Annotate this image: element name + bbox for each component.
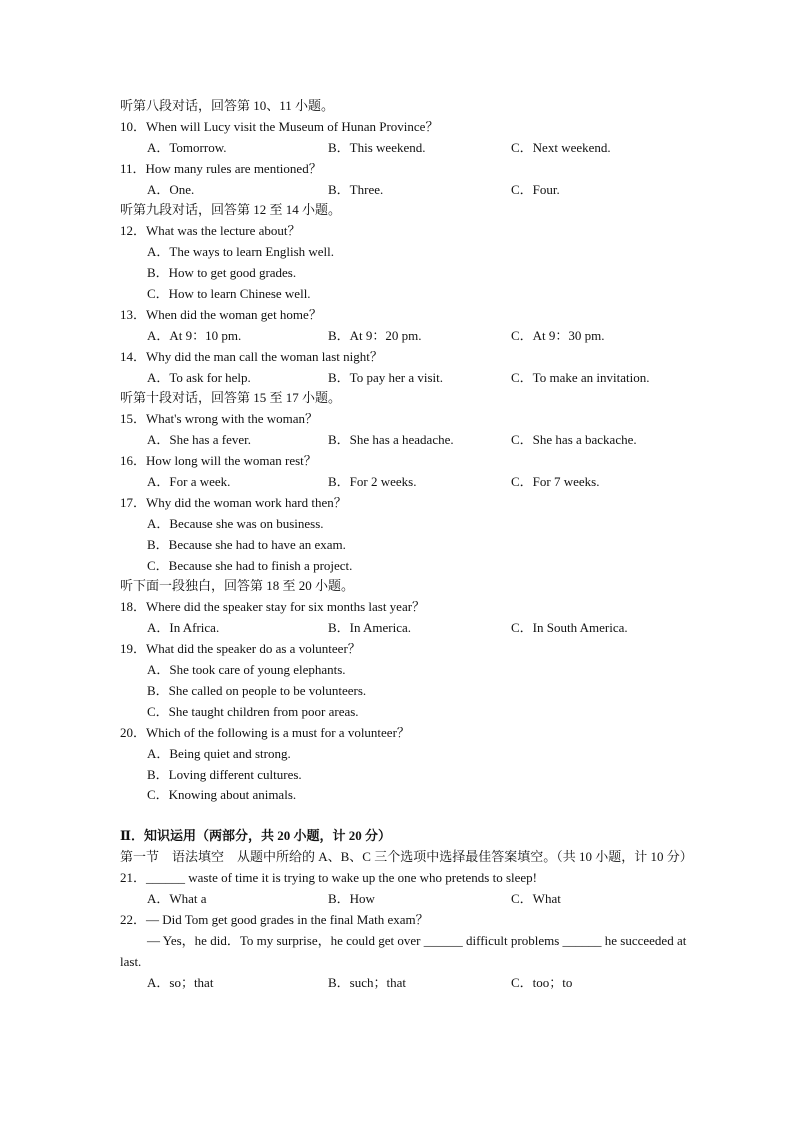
option-line: A．Because she was on business. [147,515,324,531]
question: 14．Why did the man call the woman last night？ [120,348,383,364]
option-b: B．In America. [328,620,412,636]
option-line: C．She taught children from poor areas. [147,703,359,719]
section-instruction: 听下面一段独白，回答第 18 至 20 小题。 [120,578,355,594]
section-instruction: 听第八段对话，回答第 10、11 小题。 [120,98,335,113]
option-row [120,889,690,910]
question: 12．What was the lecture about？ [120,223,301,239]
option-c: C．Next weekend. [511,139,611,155]
option-b: B．such；that [328,974,406,990]
option-a: A．so；that [147,974,214,990]
option-row [120,472,690,493]
exam-page [120,96,693,993]
option-line: B．She called on people to be volunteers. [147,682,367,698]
question: 15．What's wrong with the woman？ [120,411,319,427]
question: 13．When did the woman get home？ [120,306,322,322]
section-gap [120,806,690,826]
option-line: A．Being quiet and strong. [147,745,291,761]
section-instruction: 听第十段对话，回答第 15 至 17 小题。 [120,390,342,406]
question: 20．Which of the following is a must for a volunteer？ [120,724,410,740]
option-a: A．For a week. [147,474,231,490]
option-a: A．Tomorrow. [147,139,227,155]
option-b: B．She has a headache. [328,432,454,448]
option-row [120,973,690,994]
option-a: A．She has a fever. [147,432,251,448]
option-line: C．How to learn Chinese well. [147,286,311,302]
option-line: A．She took care of young elephants. [147,662,346,678]
option-row [120,180,690,201]
option-a: A．In Africa. [147,620,220,636]
question: 21．______ waste of time it is trying to wake up the one who pretends to sleep! [120,870,538,886]
question: 17．Why did the woman work hard then？ [120,494,347,510]
option-row [120,368,690,389]
option-c: C．too；to [511,974,573,990]
option-line: C．Knowing about animals. [147,787,297,803]
section-directions: 第一节 语法填空 从题中所给的 A、B、C 三个选项中选择最佳答案填空。（共 10 小题，计 10 分） [120,849,693,865]
question: 11．How many rules are mentioned？ [120,160,322,176]
option-a: A．To ask for help. [147,369,251,385]
option-c: C．To make an invitation. [511,369,650,385]
option-row [120,138,690,159]
section-instruction: 听第九段对话，回答第 12 至 14 小题。 [120,202,342,218]
option-row [120,326,690,347]
option-a: A．What a [147,890,207,906]
option-b: B．At 9：20 pm. [328,327,422,343]
option-row [120,430,690,451]
question: 19．What did the speaker do as a volunteer？ [120,641,361,657]
option-c: C．For 7 weeks. [511,474,600,490]
option-c: C．At 9：30 pm. [511,327,605,343]
question: 10．When will Lucy visit the Museum of Hunan Province？ [120,118,439,134]
option-a: A．One. [147,181,195,197]
option-line: B．How to get good grades. [147,265,297,281]
option-row [120,618,690,639]
option-b: B．This weekend. [328,139,426,155]
option-line: B．Loving different cultures. [147,766,302,782]
part-heading: Ⅱ．知识运用（两部分，共 20 小题，计 20 分） [120,828,391,844]
option-c: C．Four. [511,181,560,197]
option-line: C．Because she had to finish a project. [147,557,353,573]
question: 16．How long will the woman rest？ [120,453,317,469]
option-b: B．To pay her a visit. [328,369,443,385]
option-b: B．For 2 weeks. [328,474,417,490]
option-c: C．She has a backache. [511,432,637,448]
question: 18．Where did the speaker stay for six months last year？ [120,599,426,615]
option-b: B．Three. [328,181,384,197]
option-c: C．What [511,890,561,906]
option-a: A．At 9：10 pm. [147,327,242,343]
option-b: B．How [328,890,375,906]
question: 22．— Did Tom get good grades in the final Math exam？ [120,911,429,927]
question-dialogue: — Yes，he did．To my surprise，he could get over ______ difficult problems ______ he succeeded at last. [120,932,687,969]
option-line: B．Because she had to have an exam. [147,536,346,552]
option-c: C．In South America. [511,620,628,636]
option-line: A．The ways to learn English well. [147,244,335,260]
